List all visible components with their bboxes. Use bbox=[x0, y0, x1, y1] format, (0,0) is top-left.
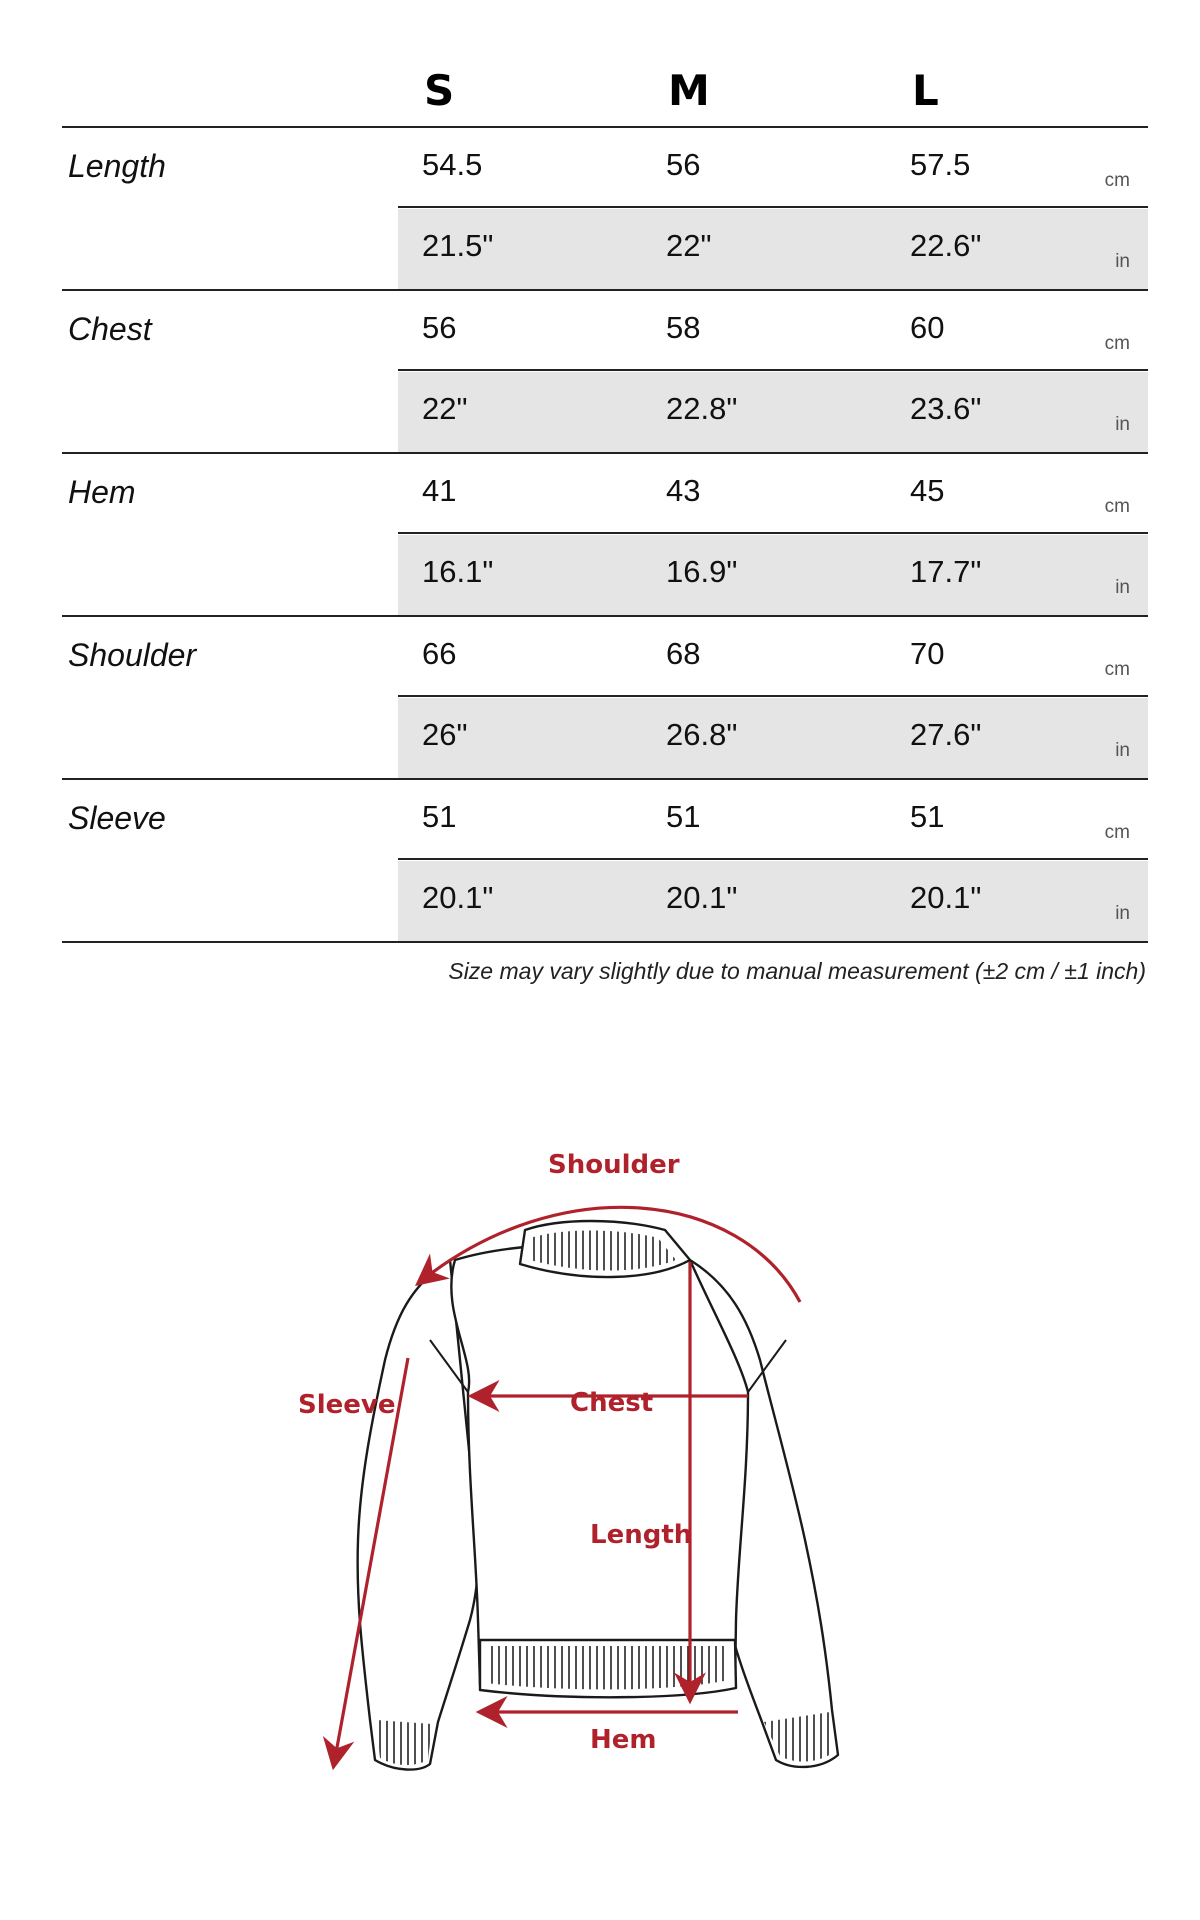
unit-cm: cm bbox=[1104, 170, 1130, 191]
cm-row bbox=[398, 454, 1148, 534]
value-s-cm: 51 bbox=[422, 799, 457, 834]
value-s-in: 26" bbox=[422, 717, 468, 752]
unit-in: in bbox=[1115, 740, 1130, 761]
hem-rib bbox=[486, 1646, 729, 1689]
value-m-in: 22.8" bbox=[666, 391, 738, 426]
value-m-cm: 43 bbox=[666, 473, 701, 508]
value-l-in: 27.6" bbox=[910, 717, 982, 752]
value-m-cm: 51 bbox=[666, 799, 701, 834]
chest-label: Chest bbox=[570, 1388, 654, 1418]
value-l-cm: 51 bbox=[910, 799, 945, 834]
sweater-icon bbox=[0, 1100, 1200, 1800]
value-l-in: 20.1" bbox=[910, 880, 982, 915]
cm-row bbox=[398, 128, 1148, 208]
inch-row bbox=[398, 209, 1148, 289]
value-s-in: 20.1" bbox=[422, 880, 494, 915]
cm-row bbox=[398, 780, 1148, 860]
value-l-cm: 70 bbox=[910, 636, 945, 671]
size-header-l: L bbox=[912, 66, 939, 115]
measurement-note: Size may vary slightly due to manual measurement (±2 cm / ±1 inch) bbox=[448, 958, 1146, 984]
hem-label: Hem bbox=[590, 1725, 657, 1755]
value-s-cm: 41 bbox=[422, 473, 457, 508]
measurement-label: Length bbox=[68, 148, 166, 184]
value-l-cm: 45 bbox=[910, 473, 945, 508]
sleeve-label: Sleeve bbox=[298, 1390, 396, 1420]
inch-row bbox=[398, 861, 1148, 941]
value-s-in: 16.1" bbox=[422, 554, 494, 589]
size-header-m: M bbox=[668, 66, 710, 115]
measurement-label: Hem bbox=[68, 474, 136, 510]
unit-in: in bbox=[1115, 577, 1130, 598]
value-m-in: 16.9" bbox=[666, 554, 738, 589]
inch-row bbox=[398, 698, 1148, 778]
size-chart-table bbox=[62, 0, 1148, 943]
value-s-cm: 54.5 bbox=[422, 147, 483, 182]
unit-in: in bbox=[1115, 414, 1130, 435]
unit-in: in bbox=[1115, 903, 1130, 924]
value-s-in: 22" bbox=[422, 391, 468, 426]
shoulder-label: Shoulder bbox=[548, 1150, 680, 1180]
measurement-sleeve bbox=[62, 780, 1148, 943]
value-m-cm: 56 bbox=[666, 147, 701, 182]
value-l-cm: 60 bbox=[910, 310, 945, 345]
measurement-shoulder bbox=[62, 617, 1148, 780]
unit-cm: cm bbox=[1104, 333, 1130, 354]
unit-cm: cm bbox=[1104, 659, 1130, 680]
value-s-in: 21.5" bbox=[422, 228, 494, 263]
measurement-chest bbox=[62, 291, 1148, 454]
unit-cm: cm bbox=[1104, 822, 1130, 843]
unit-cm: cm bbox=[1104, 496, 1130, 517]
value-s-cm: 56 bbox=[422, 310, 457, 345]
inch-row bbox=[398, 535, 1148, 615]
measurement-length bbox=[62, 128, 1148, 291]
left-cuff-rib bbox=[376, 1720, 432, 1765]
length-label: Length bbox=[590, 1520, 693, 1550]
value-l-in: 17.7" bbox=[910, 554, 982, 589]
value-m-in: 26.8" bbox=[666, 717, 738, 752]
size-header-row bbox=[62, 0, 1148, 128]
value-m-in: 20.1" bbox=[666, 880, 738, 915]
measurement-diagram bbox=[0, 1100, 1200, 1800]
measurement-label: Sleeve bbox=[68, 800, 166, 836]
value-l-in: 22.6" bbox=[910, 228, 982, 263]
value-m-in: 22" bbox=[666, 228, 712, 263]
value-m-cm: 58 bbox=[666, 310, 701, 345]
measurement-label: Shoulder bbox=[68, 637, 197, 673]
value-l-in: 23.6" bbox=[910, 391, 982, 426]
value-s-cm: 66 bbox=[422, 636, 457, 671]
unit-in: in bbox=[1115, 251, 1130, 272]
value-l-cm: 57.5 bbox=[910, 147, 971, 182]
measurement-label: Chest bbox=[68, 311, 152, 347]
inch-row bbox=[398, 372, 1148, 452]
measurement-hem bbox=[62, 454, 1148, 617]
cm-row bbox=[398, 291, 1148, 371]
cm-row bbox=[398, 617, 1148, 697]
size-header-s: S bbox=[424, 66, 455, 115]
value-m-cm: 68 bbox=[666, 636, 701, 671]
